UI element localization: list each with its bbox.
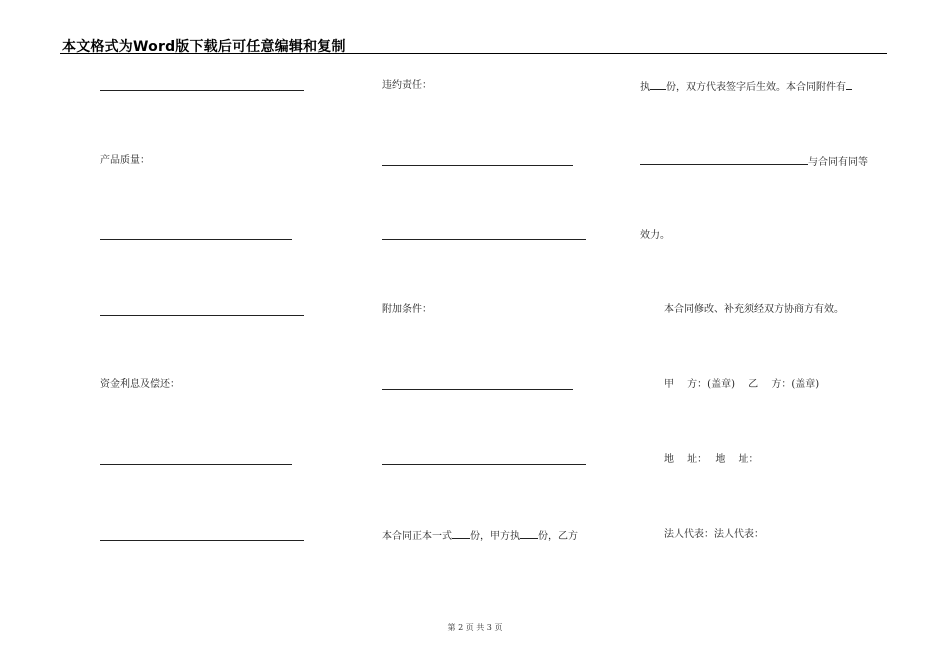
copies-text-part: 份，乙方 [538, 531, 578, 542]
blank-field [650, 80, 666, 90]
legal-representative-text: 法人代表：法人代表： [664, 529, 764, 540]
label-additional-terms: 附加条件： [382, 304, 432, 315]
fill-line [382, 239, 586, 240]
same-effect-text [640, 155, 868, 169]
fill-line [382, 464, 586, 465]
hold-text-part: 份，双方代表签字后生效。本合同附件有 [666, 82, 846, 93]
blank-field [520, 529, 538, 539]
fill-line [100, 464, 292, 465]
amendment-text: 本合同修改、补充须经双方协商方有效。 [664, 304, 844, 315]
label-breach-liability: 违约责任： [382, 80, 432, 91]
header-divider [60, 53, 887, 54]
label-product-quality: 产品质量： [100, 155, 150, 166]
blank-field [452, 529, 470, 539]
copies-effect-text [640, 80, 852, 94]
fill-line [100, 90, 304, 91]
label-funds-interest: 资金利息及偿还： [100, 379, 180, 390]
effect-text: 效力。 [640, 230, 670, 241]
page-header-title: 本文格式为Word版下载后可任意编辑和复制 [62, 39, 346, 55]
same-effect-label: 与合同有同等 [808, 157, 868, 168]
fill-line [100, 239, 292, 240]
blank-field [846, 80, 852, 90]
page-indicator: 第 2 页 共 3 页 [447, 623, 503, 632]
contract-copies-text [382, 529, 578, 543]
fill-line [100, 540, 304, 541]
fill-line [382, 389, 573, 390]
fill-line [100, 315, 304, 316]
copies-text-part: 本合同正本一式 [382, 531, 452, 542]
blank-field [640, 155, 808, 165]
fill-line [382, 165, 573, 166]
hold-text-part: 执 [640, 82, 650, 93]
party-seal-text: 甲 方：(盖章) 乙 方：(盖章) [664, 379, 820, 390]
address-text: 地 址： 地 址： [664, 454, 759, 465]
copies-text-part: 份，甲方执 [470, 531, 520, 542]
